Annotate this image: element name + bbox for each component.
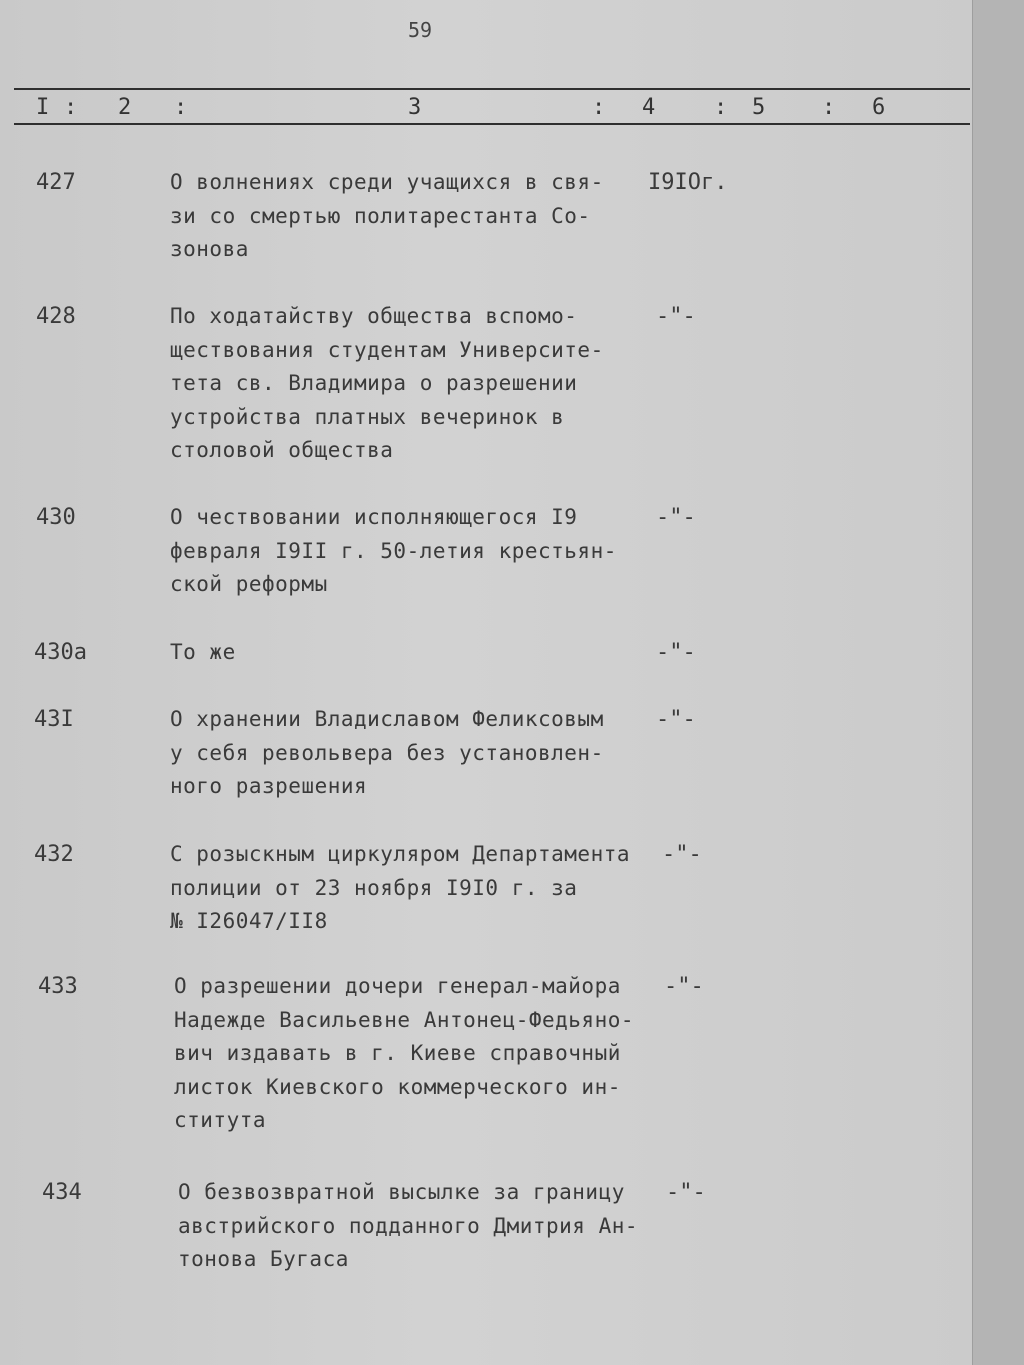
column-header-5: 5 (752, 95, 766, 120)
entry-title (170, 703, 604, 804)
entry-title-line: По ходатайству общества вспомо- (170, 304, 578, 328)
entry-title-line: зонова (170, 237, 249, 261)
entry-number: 433 (38, 974, 78, 999)
entry-date: -"- (656, 640, 696, 665)
entry-title-line: ской реформы (170, 572, 328, 596)
column-separator: : (64, 95, 78, 120)
entry-title (170, 838, 630, 939)
entry-number: 430 (36, 505, 76, 530)
entry-title (170, 166, 604, 267)
entry-title-line: листок Киевского коммерческого ин- (174, 1074, 621, 1099)
entry-date: -"- (666, 1180, 706, 1205)
entry-title (178, 1176, 638, 1277)
entry-title-line: ществования студентам Университе- (170, 337, 604, 362)
entry-number: 43I (34, 707, 74, 732)
entry-title-line: С розыскным циркуляром Департамента (170, 842, 631, 866)
column-header-2: 2 (118, 95, 132, 120)
column-separator: : (822, 95, 836, 120)
entry-title-line: вич издавать в г. Киеве справочный (174, 1041, 621, 1065)
entry-date: -"- (656, 707, 696, 732)
entry-date: -"- (656, 304, 696, 329)
entry-number: 432 (34, 842, 74, 867)
column-header-1: I (36, 95, 50, 120)
entry-number: 427 (36, 170, 76, 195)
entry-title-line: О чествовании исполняющегося I9 (170, 505, 578, 529)
entry-number: 430а (34, 640, 87, 665)
entry-title-line: тонова Бугаса (178, 1247, 349, 1271)
entry-title-line: столовой общества (170, 438, 394, 462)
page-number: 59 (408, 18, 433, 42)
entry-title-line: О разрешении дочери генерал-майора (174, 974, 621, 998)
entry-title-line: № I26047/II8 (170, 909, 328, 933)
entry-title-line: устройства платных вечеринок в (170, 404, 565, 429)
entry-title-line: февраля I9II г. 50-летия крестьян- (170, 538, 617, 563)
column-separator: : (592, 95, 606, 120)
entry-title (174, 970, 634, 1138)
entry-date: -"- (662, 842, 702, 867)
entry-title-line: у себя револьвера без установлен- (170, 740, 604, 765)
column-header-6: 6 (872, 95, 886, 120)
entry-title-line: О волнениях среди учащихся в свя- (170, 170, 604, 194)
column-separator: : (714, 95, 728, 120)
header-rule-top (14, 88, 970, 90)
header-rule-bottom (14, 123, 970, 125)
entry-title (170, 636, 236, 670)
entry-number: 434 (42, 1180, 82, 1205)
column-header-4: 4 (642, 95, 656, 120)
entry-title (170, 300, 604, 468)
entry-title-line: ного разрешения (170, 774, 368, 798)
entry-date: I9IOг. (648, 170, 728, 195)
entry-title-line: полиции от 23 ноября I9I0 г. за (170, 875, 578, 900)
entry-title-line: зи со смертью политарестанта Со- (170, 203, 591, 228)
entry-title-line: тета св. Владимира о разрешении (170, 371, 578, 395)
entry-title-line: О хранении Владиславом Феликсовым (170, 707, 604, 731)
entry-title-line: О безвозвратной высылке за границу (178, 1180, 625, 1204)
entry-title-line: Надежде Васильевне Антонец-Федьяно- (174, 1007, 635, 1032)
entry-title-line: австрийского подданного Дмитрия Ан- (178, 1213, 639, 1238)
entry-date: -"- (656, 505, 696, 530)
entry-title (170, 501, 617, 602)
entry-number: 428 (36, 304, 76, 329)
column-separator: : (174, 95, 188, 120)
entry-date: -"- (664, 974, 704, 999)
entry-title-line: То же (170, 640, 236, 664)
page-edge-shadow (972, 0, 1024, 1365)
column-header-3: 3 (408, 95, 422, 120)
entry-title-line: ститута (174, 1108, 267, 1132)
